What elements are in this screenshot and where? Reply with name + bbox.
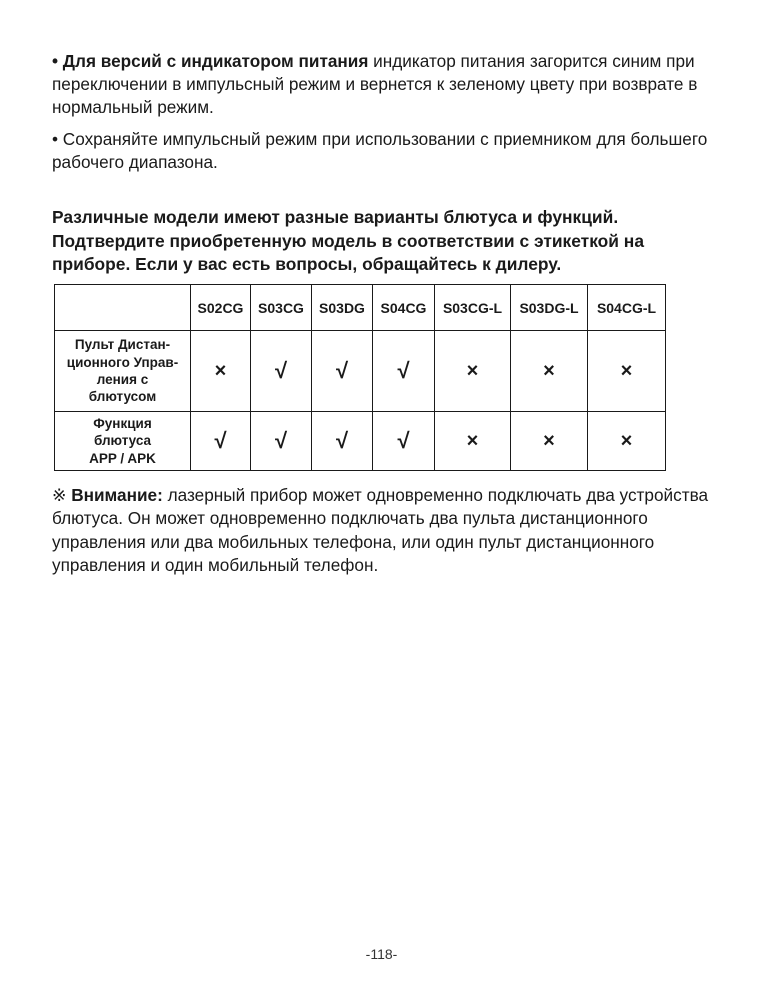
bluetooth-models-table [54,284,666,471]
table-row-bluetooth-app [55,412,666,471]
attention-text: лазерный прибор может одновременно подключать два устройства блютуса. Он может одновременно подключать два пульта дистанционного управления или два мобильных телефона, или один пульт дистанционного управления и один мобильный телефон. [52,485,709,576]
check-mark: √ [312,412,373,471]
power-indicator-text: индикатор питания загорится синим при переключении в импульсный режим и вернется к зеленому цвету при возврате в нормальный режим. [52,51,698,118]
table-row-bluetooth-remote [55,331,666,412]
check-mark: √ [373,412,435,471]
column-header: S03CG-L [435,285,511,331]
check-mark: √ [373,331,435,412]
intro-paragraph-pulse-mode: • Сохраняйте импульсный режим при использовании с приемником для большего рабочего диапазона. [52,128,708,172]
power-indicator-heading: • Для версий с индикатором питания [52,51,369,71]
column-header: S04CG-L [588,285,666,331]
row-header-line: блютуса [93,433,152,449]
cross-mark: × [511,412,588,471]
row-header-bluetooth-app [55,412,191,471]
column-header: S02CG [191,285,251,331]
column-header: S03DG-L [511,285,588,331]
cross-mark: × [511,331,588,412]
cross-mark: × [191,331,251,412]
column-header: S03CG [251,285,312,331]
cross-mark: × [435,331,511,412]
row-header-line: Функция [93,416,152,432]
intro-paragraph-power-indicator [52,50,712,120]
check-mark: √ [251,331,312,412]
row-header-line: APP / APK [89,450,156,466]
attention-label: Внимание: [71,485,163,505]
row-header-bluetooth-remote [55,331,191,412]
cross-mark: × [588,331,666,412]
page-number: -118- [365,946,398,962]
table-header-row [55,285,666,331]
row-header-line: ления с [96,372,149,387]
row-header-line: ционного Управ- [66,354,179,370]
row-header-line: блютусом [88,389,157,405]
cross-mark: × [435,412,511,471]
attention-paragraph [52,484,712,578]
cross-mark: × [588,412,666,471]
page-body [52,50,712,294]
table-corner-cell [55,285,191,331]
check-mark: √ [191,412,251,471]
column-header: S04CG [373,285,435,331]
check-mark: √ [251,412,312,471]
column-header: S03DG [312,285,373,331]
models-notice: Различные модели имеют разные варианты блютуса и функций. Подтвердите приобретенную модель в соответствии с этикеткой на приборе. Если у вас есть вопросы, обращайтесь к дилеру. [52,207,644,275]
check-mark: √ [312,331,373,412]
reference-mark-icon: ※ [52,485,67,505]
row-header-line: Пульт Дистан- [74,337,171,353]
